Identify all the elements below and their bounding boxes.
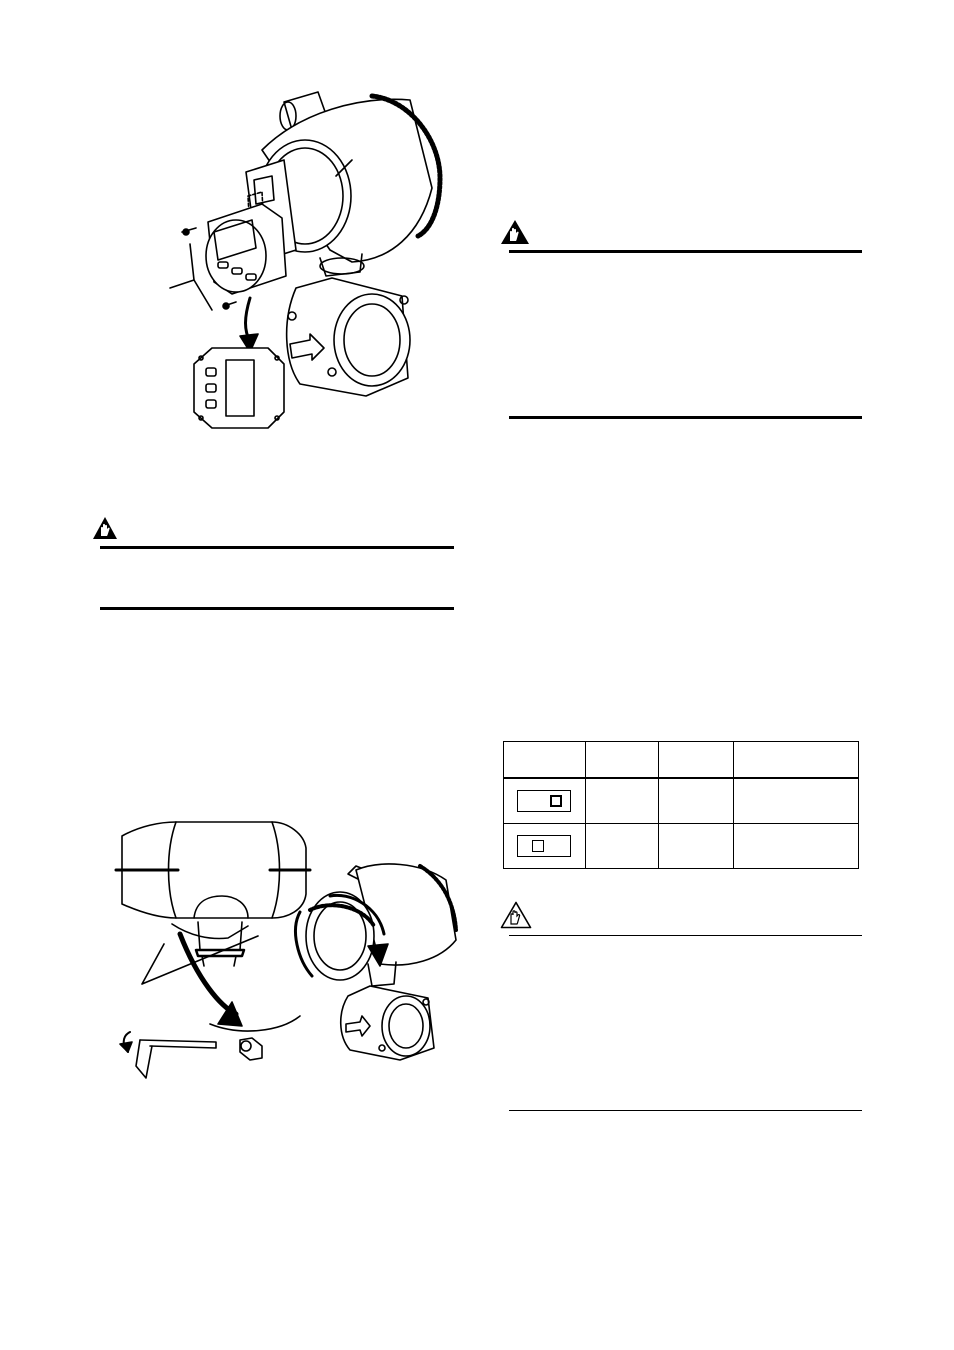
table-header-cell: [734, 742, 859, 778]
hand-note-icon: [500, 901, 532, 929]
table-header-cell: [658, 742, 734, 778]
switch-right-icon: [517, 790, 571, 812]
table-cell: [658, 778, 734, 824]
table-cell: [658, 824, 734, 869]
note-top-rule: [509, 935, 862, 936]
table-cell: [585, 778, 658, 824]
switch-left-icon: [517, 835, 571, 857]
table-header-cell: [504, 742, 586, 778]
table-cell: [504, 824, 586, 869]
table-cell: [734, 778, 859, 824]
table-cell: [585, 824, 658, 869]
table-row: [504, 778, 859, 824]
table-cell: [734, 824, 859, 869]
note-bottom-rule: [509, 1110, 862, 1111]
table-header-cell: [585, 742, 658, 778]
table-row: [504, 824, 859, 869]
switch-setting-table: [503, 741, 859, 869]
table-header-row: [504, 742, 859, 778]
table-cell: [504, 778, 586, 824]
